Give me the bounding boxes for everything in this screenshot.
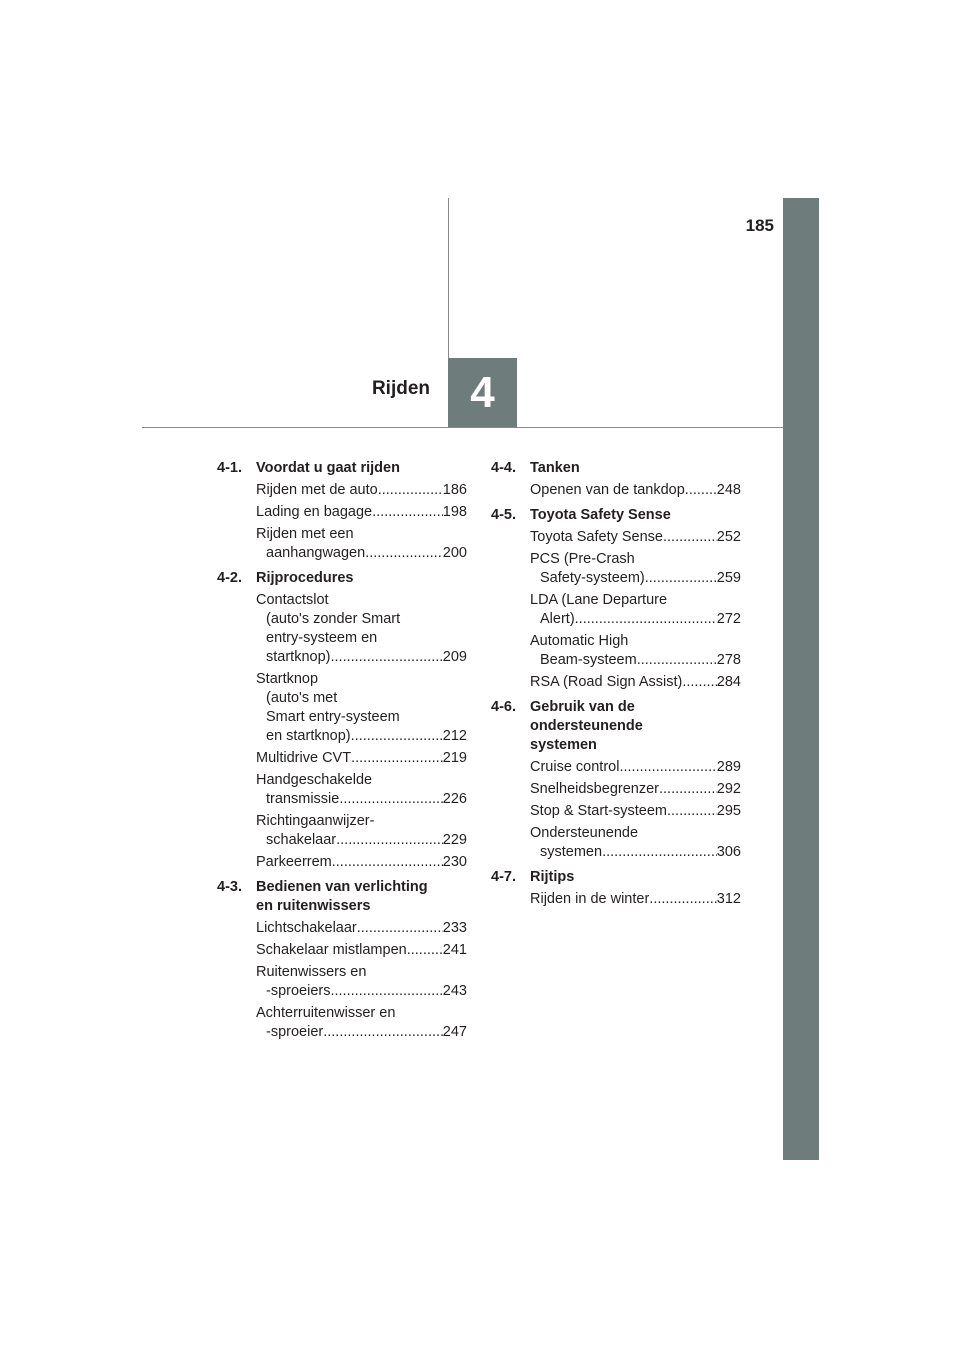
toc-entry-line [530,632,741,651]
toc-entry-text: Schakelaar mistlampen [256,942,407,958]
dot-leader [659,780,717,799]
section-title-line: Rijtips [530,869,575,885]
toc-section [491,459,741,500]
toc-entry[interactable] [530,481,741,500]
toc-entry-line [530,673,741,692]
toc-entry-page[interactable]: 243 [442,983,467,999]
section-heading [491,868,741,887]
dot-leader [645,569,717,588]
toc-entry-text: RSA (Road Sign Assist) [530,674,683,690]
toc-entry-text: Cruise control [530,759,620,775]
toc-entry-line [256,610,467,629]
toc-entry[interactable] [530,890,741,909]
toc-entry-text: PCS (Pre-Crash [530,551,635,567]
toc-entry-line [256,670,467,689]
section-title-line: Rijprocedures [256,570,354,586]
toc-entry-line [530,591,741,610]
toc-entry-text: -sproeier [266,1024,324,1040]
section-title-line: Voordat u gaat rijden [256,460,400,476]
dot-leader [378,481,443,500]
section-title-line: Gebruik van de [530,699,635,715]
toc-section [217,459,467,563]
toc-entry-text: aanhangwagen [266,545,366,561]
toc-entry[interactable] [530,550,741,588]
toc-entry[interactable] [256,963,467,1001]
toc-entry-text: Smart entry-systeem [266,709,400,725]
toc-entry-line [530,550,741,569]
toc-entry-line [256,525,467,544]
toc-entry-line [256,831,467,850]
section-number: 4-4. [491,460,516,476]
dot-leader [330,982,442,1001]
section-number: 4-6. [491,699,516,715]
toc-entry-text: Safety-systeem) [540,570,645,586]
dot-leader [685,481,717,500]
dot-leader [663,528,717,547]
toc-entry-text: Snelheidsbegrenzer [530,781,659,797]
toc-section [491,868,741,909]
toc-entry[interactable] [256,591,467,667]
toc-entry[interactable] [530,632,741,670]
toc-entry-page[interactable]: 198 [442,504,467,520]
toc-entry[interactable] [256,525,467,563]
toc-entry-page[interactable]: 233 [442,920,467,936]
toc-entry[interactable] [256,749,467,768]
toc-entry[interactable] [256,812,467,850]
toc-entry-text: Lichtschakelaar [256,920,357,936]
toc-entry-text: Ruitenwissers en [256,964,367,980]
toc-entry[interactable] [256,941,467,960]
dot-leader [407,941,443,960]
toc-entry-line [256,1023,467,1042]
toc-entry-line [530,651,741,670]
toc-entry-line [530,802,741,821]
toc-entry-text: Rijden in de winter [530,891,650,907]
dot-leader [682,673,716,692]
toc-entry-line [256,708,467,727]
toc-entry-line [256,982,467,1001]
toc-entry-page[interactable]: 186 [442,482,467,498]
toc-entry-text: Beam-systeem [540,652,637,668]
page-number: 185 [745,216,774,235]
toc-entry-text: transmissie [266,791,340,807]
toc-entry-line [256,648,467,667]
toc-entry-text: Lading en bagage [256,504,373,520]
toc-entry-line [530,758,741,777]
toc-entry[interactable] [256,919,467,938]
section-heading [217,569,467,588]
section-heading [491,698,741,755]
toc-entry-text: Startknop [256,671,319,687]
section-title [256,459,467,478]
toc-entry[interactable] [256,481,467,500]
toc-entry-text: Openen van de tankdop [530,482,685,498]
section-number: 4-1. [217,460,242,476]
toc-entry[interactable] [530,802,741,821]
toc-entry-page[interactable]: 229 [442,832,467,848]
dot-leader [365,544,443,563]
section-number: 4-3. [217,879,242,895]
dot-leader [339,790,442,809]
toc-entry-page[interactable]: 278 [716,652,741,668]
toc-column-left [217,459,467,1048]
toc-entry-page[interactable]: 252 [716,529,741,545]
toc-entry-line [256,941,467,960]
section-title-line: Toyota Safety Sense [530,507,671,523]
dot-leader [619,758,716,777]
toc-entry-text: en startknop) [266,728,351,744]
dot-leader [351,749,443,768]
toc-entry-text: Ondersteunende [530,825,639,841]
toc-entry-page[interactable]: 219 [442,750,467,766]
toc-entry-page[interactable]: 248 [716,482,741,498]
toc-section [217,878,467,1042]
toc-entry-line [256,544,467,563]
toc-entry[interactable] [256,670,467,746]
toc-entry-text: Richtingaanwijzer- [256,813,375,829]
vertical-divider [448,198,449,358]
toc-entry-text: Contactslot [256,592,329,608]
toc-entry-line [256,481,467,500]
side-tab [783,198,819,1160]
toc-entry-line [530,824,741,843]
dot-leader [575,610,717,629]
dot-leader [667,802,717,821]
toc-entry-page[interactable]: 272 [716,611,741,627]
toc-entry[interactable] [256,1004,467,1042]
toc-entry-page[interactable]: 212 [442,728,467,744]
dot-leader [323,1023,443,1042]
toc-entry-page[interactable]: 241 [442,942,467,958]
dot-leader [330,648,442,667]
toc-entry[interactable] [256,503,467,522]
toc-entry-line [530,481,741,500]
toc-entry[interactable] [256,771,467,809]
toc-entry-text: systemen [540,844,603,860]
section-heading [491,459,741,478]
section-title-line: ondersteunende [530,718,643,734]
toc-entry-text: startknop) [266,649,331,665]
toc-entry-line [530,610,741,629]
dot-leader [637,651,717,670]
toc-entry-line [256,749,467,768]
toc-section [491,506,741,692]
toc-entry-line [256,790,467,809]
toc-section [217,569,467,872]
section-title [530,698,741,755]
toc-entry-text: -sproeiers [266,983,331,999]
toc-entry[interactable] [530,758,741,777]
toc-entry-text: (auto's zonder Smart [266,611,401,627]
toc-entry-line [256,812,467,831]
toc-entry-page[interactable]: 200 [442,545,467,561]
section-title [256,878,467,916]
toc-entry-page[interactable]: 312 [716,891,741,907]
toc-entry-text: entry-systeem en [266,630,378,646]
toc-entry-page[interactable]: 289 [716,759,741,775]
dot-leader [332,853,443,872]
toc-entry-text: Multidrive CVT [256,750,352,766]
section-title [530,459,741,478]
toc-entry-line [530,528,741,547]
toc-entry-text: Toyota Safety Sense [530,529,663,545]
toc-entry-line [256,771,467,790]
dot-leader [602,843,717,862]
toc-entry-page[interactable]: 284 [716,674,741,690]
toc-entry-text: Handgeschakelde [256,772,373,788]
toc-entry-line [530,780,741,799]
toc-entry[interactable] [530,824,741,862]
toc-section [491,698,741,862]
toc-entry-text: Automatic High [530,633,629,649]
toc-entry-line [256,503,467,522]
toc-entry-text: Achterruitenwisser en [256,1005,396,1021]
section-heading [217,878,467,916]
toc-entry-page[interactable]: 226 [442,791,467,807]
section-number: 4-5. [491,507,516,523]
dot-leader [351,727,443,746]
toc-entry-page[interactable]: 247 [442,1024,467,1040]
toc-entry-line [256,727,467,746]
toc-entry-text: Rijden met een [256,526,354,542]
dot-leader [649,890,717,909]
toc-entry-page[interactable]: 292 [716,781,741,797]
section-number: 4-2. [217,570,242,586]
section-title-line: Bedienen van verlichting [256,879,428,895]
chapter-title: Rijden [371,378,430,399]
section-title [530,868,741,887]
toc-entry-page[interactable]: 209 [442,649,467,665]
section-title-line: en ruitenwissers [256,898,371,914]
toc-entry-text: (auto's met [266,690,338,706]
toc-entry-text: Alert) [540,611,575,627]
toc-entry-page[interactable]: 259 [716,570,741,586]
toc-entry[interactable] [530,528,741,547]
toc-entry-page[interactable]: 230 [442,854,467,870]
section-heading [217,459,467,478]
toc-entry-line [530,569,741,588]
section-title-line: systemen [530,737,597,753]
section-title-line: Tanken [530,460,580,476]
toc-entry-text: LDA (Lane Departure [530,592,668,608]
section-number: 4-7. [491,869,516,885]
dot-leader [336,831,443,850]
toc-entry-text: Rijden met de auto [256,482,378,498]
section-title [530,506,741,525]
dot-leader [372,503,443,522]
toc-entry-line [530,843,741,862]
section-heading [491,506,741,525]
toc-entry-line [530,890,741,909]
toc-entry-text: schakelaar [266,832,337,848]
toc-entry[interactable] [530,673,741,692]
dot-leader [357,919,443,938]
toc-entry[interactable] [530,780,741,799]
toc-entry-page[interactable]: 306 [716,844,741,860]
toc-column-right [491,459,741,915]
toc-entry-line [256,919,467,938]
toc-entry-text: Parkeerrem [256,854,332,870]
toc-entry-line [256,629,467,648]
toc-entry-line [256,689,467,708]
toc-entry-text: Stop & Start-systeem [530,803,667,819]
toc-entry-line [256,853,467,872]
horizontal-divider [142,427,783,428]
toc-entry[interactable] [256,853,467,872]
toc-entry-line [256,963,467,982]
chapter-number-box: 4 [448,358,517,427]
toc-entry[interactable] [530,591,741,629]
toc-entry-line [256,1004,467,1023]
toc-entry-line [256,591,467,610]
toc-entry-page[interactable]: 295 [716,803,741,819]
section-title [256,569,467,588]
